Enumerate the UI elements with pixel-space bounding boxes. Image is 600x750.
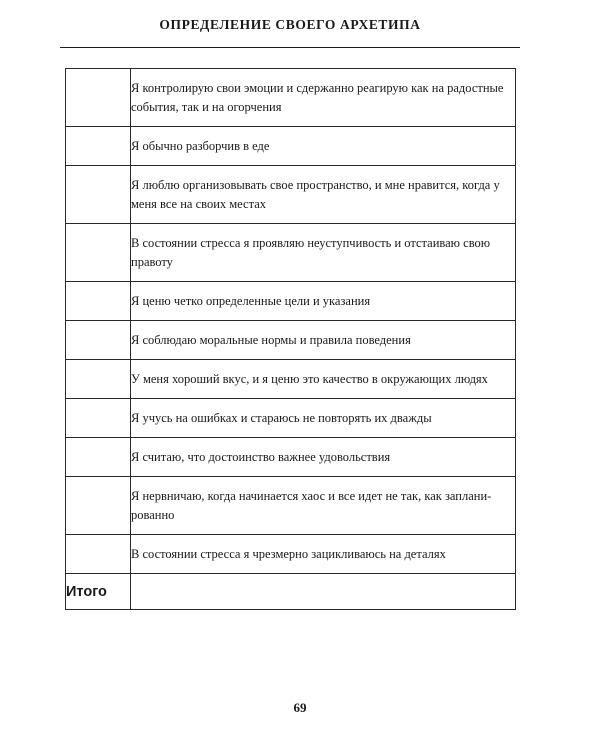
statement-cell: Я соблюдаю моральные нормы и правила поведения xyxy=(131,321,516,360)
statement-cell: Я учусь на ошибках и стараюсь не повторять их дважды xyxy=(131,399,516,438)
table-row xyxy=(66,360,516,399)
statement-cell: Я обычно разборчив в еде xyxy=(131,127,516,166)
score-cell[interactable] xyxy=(66,127,131,166)
table-row xyxy=(66,438,516,477)
score-cell[interactable] xyxy=(66,69,131,127)
score-cell[interactable] xyxy=(66,399,131,438)
score-cell[interactable] xyxy=(66,438,131,477)
table-row xyxy=(66,399,516,438)
table-row xyxy=(66,477,516,535)
score-cell[interactable] xyxy=(66,166,131,224)
page-number: 69 xyxy=(293,700,307,715)
table-row xyxy=(66,166,516,224)
score-cell[interactable] xyxy=(66,224,131,282)
archetype-table xyxy=(65,68,516,610)
table-row xyxy=(66,282,516,321)
table-row xyxy=(66,69,516,127)
total-value-cell[interactable] xyxy=(131,574,516,610)
statement-cell: В состоянии стресса я чрезмерно зацикливаюсь на деталях xyxy=(131,535,516,574)
statement-cell: В состоянии стресса я проявляю неуступчивость и отстаиваю свою правоту xyxy=(131,224,516,282)
statement-cell: Я считаю, что достоинство важнее удовольствия xyxy=(131,438,516,477)
score-cell[interactable] xyxy=(66,321,131,360)
running-title: ОПРЕДЕЛЕНИЕ СВОЕГО АРХЕТИПА xyxy=(159,17,421,32)
header-rule xyxy=(60,47,520,48)
table-row xyxy=(66,224,516,282)
statement-cell: Я контролирую свои эмоции и сдержанно реагирую как на радостные события, так и на огорчения xyxy=(131,69,516,127)
table-row xyxy=(66,127,516,166)
table-row xyxy=(66,535,516,574)
score-cell[interactable] xyxy=(66,535,131,574)
score-cell[interactable] xyxy=(66,477,131,535)
statement-cell: У меня хороший вкус, и я ценю это качество в окружающих людях xyxy=(131,360,516,399)
score-cell[interactable] xyxy=(66,282,131,321)
statement-cell: Я нервничаю, когда начинается хаос и все идет не так, как заплани-рованно xyxy=(131,477,516,535)
statement-cell: Я люблю организовывать свое пространство, и мне нравится, когда у меня все на своих местах xyxy=(131,166,516,224)
total-row xyxy=(66,574,516,610)
total-label: Итого xyxy=(66,574,131,610)
table-row xyxy=(66,321,516,360)
statement-cell: Я ценю четко определенные цели и указания xyxy=(131,282,516,321)
score-cell[interactable] xyxy=(66,360,131,399)
